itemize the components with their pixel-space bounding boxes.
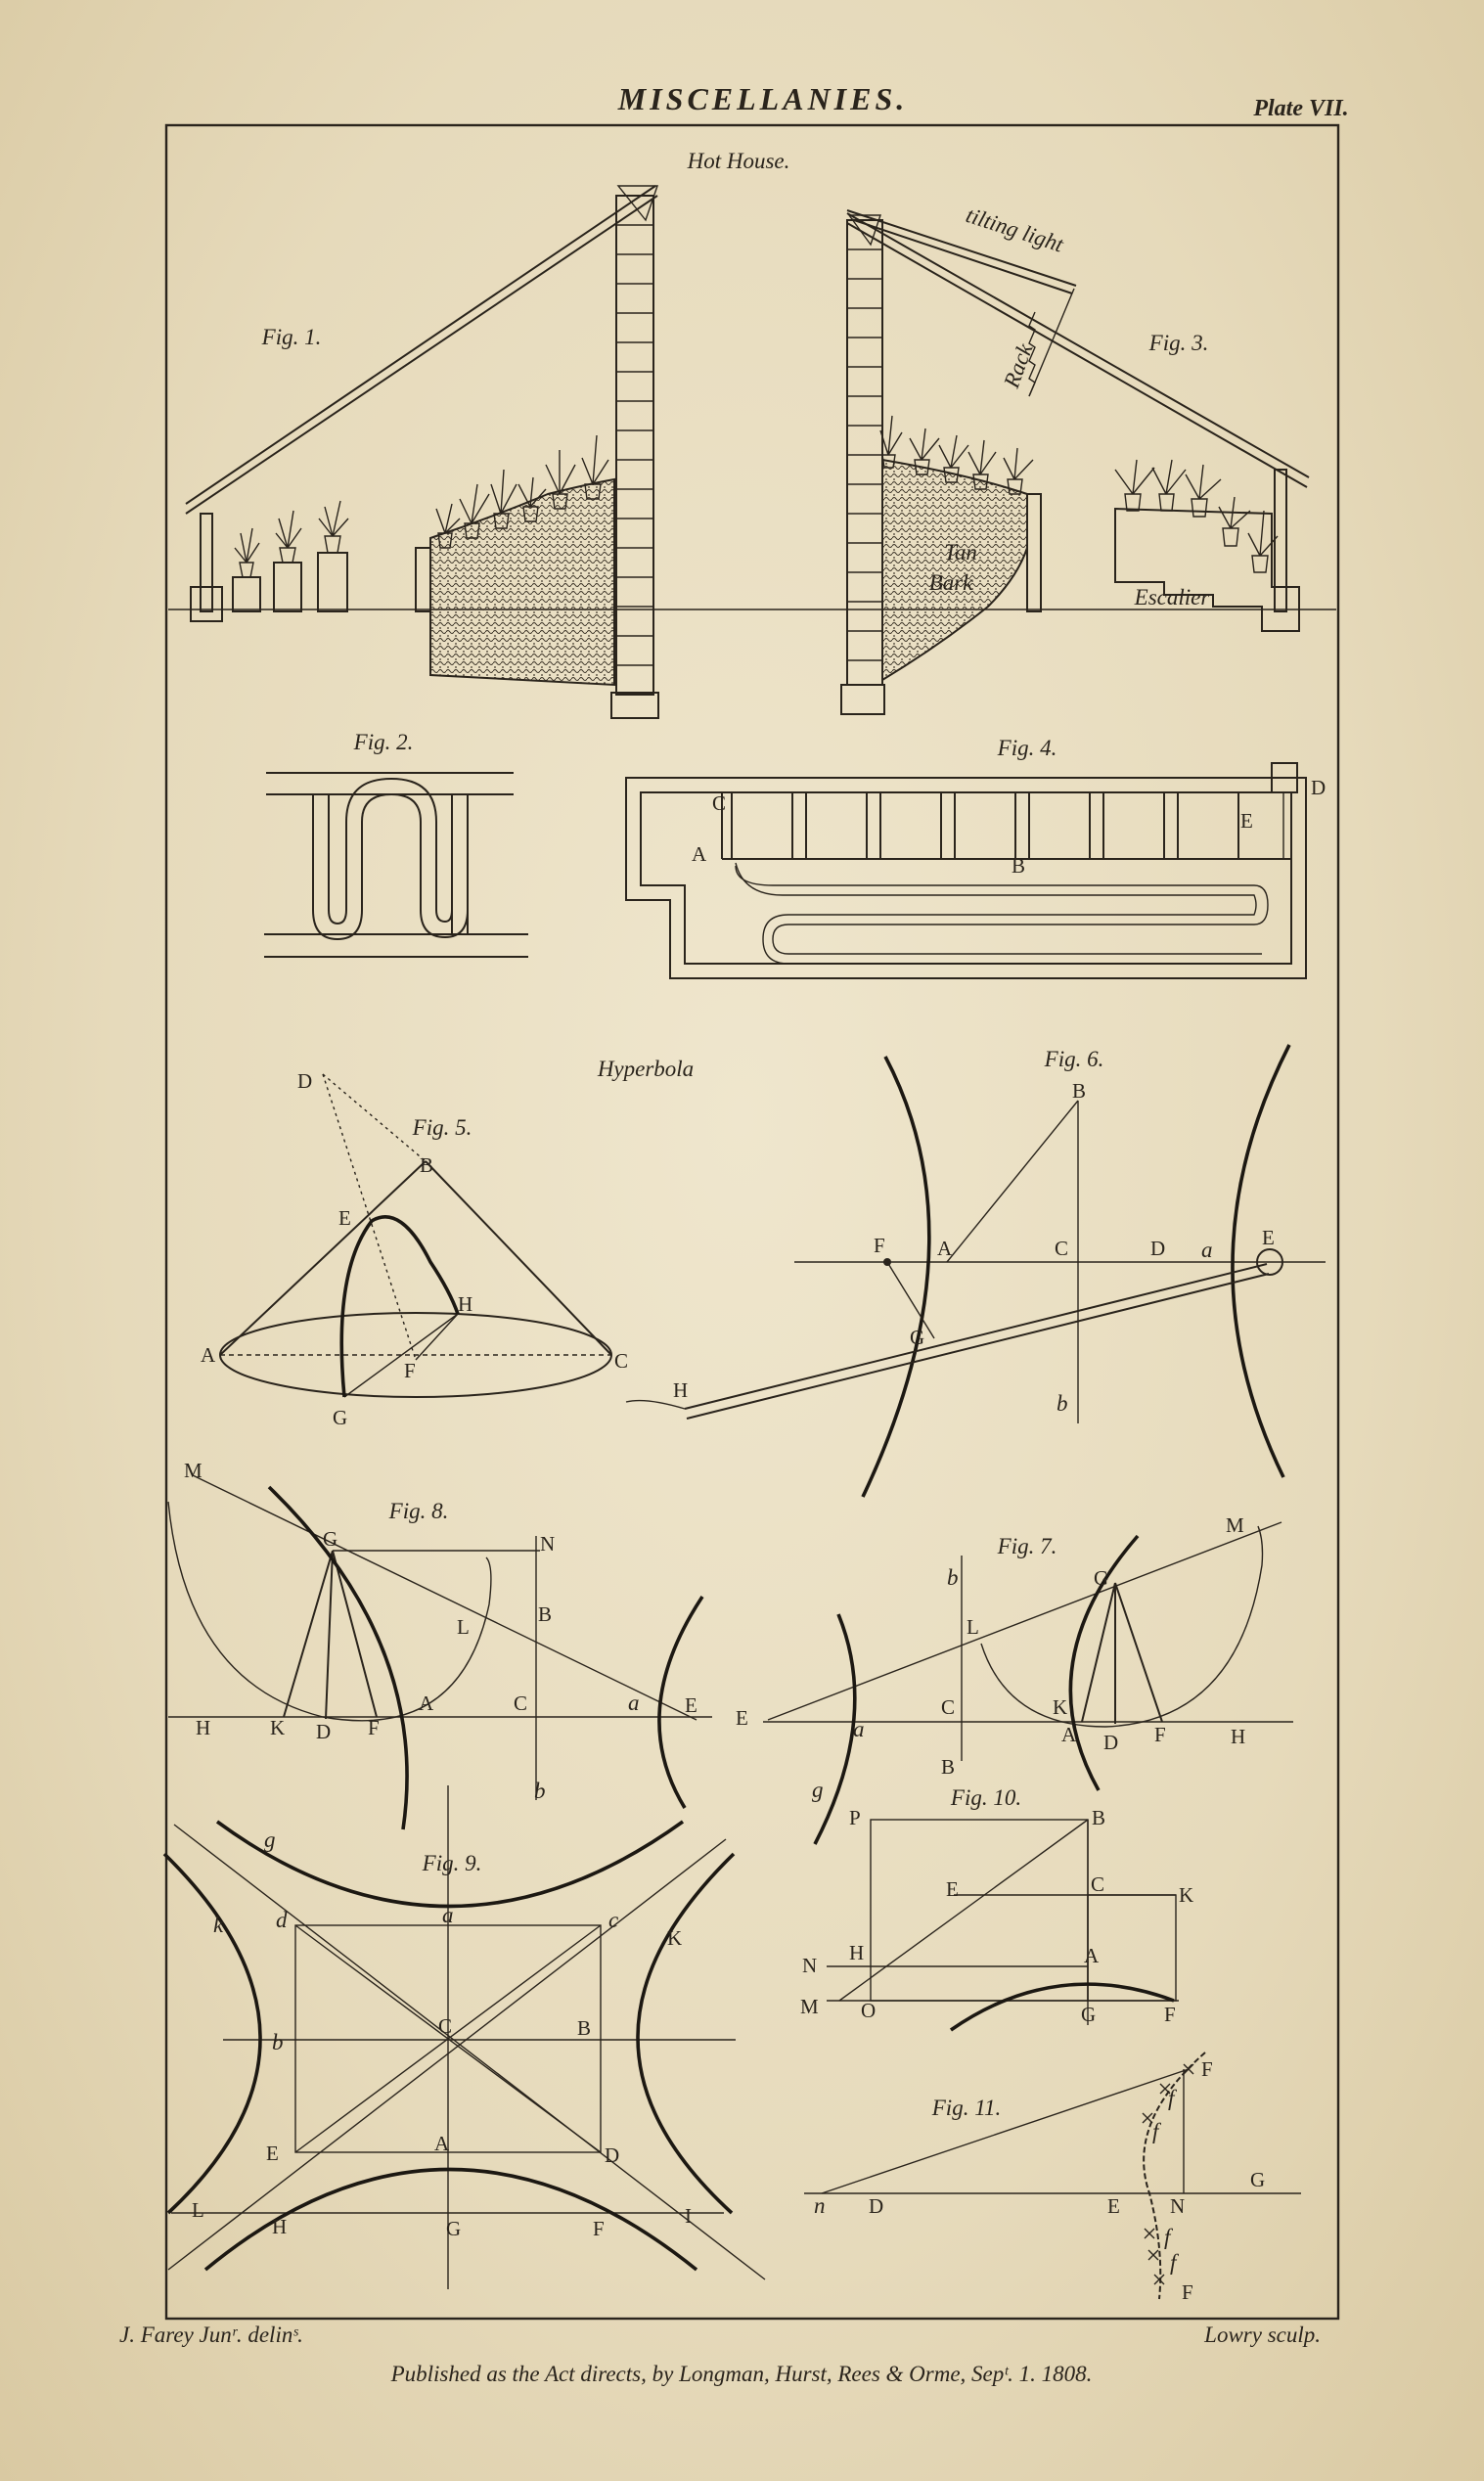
footer-engraver: Lowry sculp. [1204,2323,1321,2347]
fig8-hyperbola-construction [168,1459,712,1829]
fig6-label-A: A [937,1237,953,1260]
fig4-label-E: E [1240,809,1253,833]
fig6-label-C: C [1055,1237,1069,1260]
fig11-label-D: D [869,2194,884,2218]
fig6-label-H: H [673,1378,689,1402]
fig9-label-a: a [442,1903,454,1927]
fig7-label-C: C [941,1695,956,1719]
fig7-label-E: E [736,1706,748,1730]
fig8-label-F: F [368,1716,380,1739]
fig5-label-B: B [420,1153,434,1177]
fig11-label-f3: f [1164,2225,1171,2249]
hyperbola-title: Hyperbola [597,1057,695,1081]
fig7-label-G: G [1094,1566,1109,1590]
fig11-label-f4: f [1170,2250,1177,2275]
fig8-label-K: K [270,1716,286,1739]
rack-label: Rack [999,339,1038,391]
fig10-label-O: O [861,1999,877,2022]
fig9-label-A: A [434,2132,450,2155]
fig8-label-N: N [540,1532,556,1556]
fig4-label-A: A [692,842,707,866]
fig4-label: Fig. 4. [997,736,1057,760]
fig7-label: Fig. 7. [997,1534,1057,1558]
footer-publisher: Published as the Act directs, by Longman, Hurst, Rees & Orme, Sepᵗ. 1. 1808. [390,2362,1093,2386]
fig10-label-E: E [946,1877,959,1901]
fig7-label-A: A [1061,1723,1077,1746]
fig9-label-L: L [192,2198,204,2222]
fig7-label-b: b [947,1565,959,1590]
tilting-light-label: tilting light [963,202,1067,257]
fig5-label-H: H [458,1292,473,1316]
fig11-label-N: N [1170,2194,1186,2218]
fig5-label-F: F [404,1359,416,1382]
fig11-label-F-bottom: F [1182,2280,1193,2304]
fig11-label-f1: f [1168,2086,1175,2110]
fig4-label-D: D [1311,776,1327,799]
fig2-flue-plan [264,730,528,957]
plate-title: MISCELLANIES. [617,81,909,116]
escalier-label: Escalier [1134,585,1210,609]
fig7-label-F: F [1154,1723,1166,1746]
fig7-label-H: H [1231,1725,1246,1748]
fig10-label-M: M [800,1995,819,2018]
fig9-label-d: d [276,1908,288,1932]
fig9-label-k: k [213,1913,224,1937]
plate-number: Plate VII. [1253,96,1349,121]
fig10-label-H: H [849,1941,865,1964]
fig10-label-K: K [1179,1883,1194,1907]
fig8-label-b: b [534,1779,546,1803]
fig10-label-F: F [1164,2003,1176,2026]
fig11-curve-construction [804,2052,1301,2304]
fig11-label: Fig. 11. [931,2096,1002,2120]
fig9-conjugate-hyperbolas [164,1785,765,2289]
fig5-label-A: A [201,1343,216,1367]
fig10-label-A: A [1084,1944,1100,1967]
fig9-label-F: F [593,2217,605,2240]
fig10-label: Fig. 10. [950,1785,1022,1810]
fig8-label-a: a [628,1691,640,1715]
fig8-label-C: C [514,1692,528,1715]
fig9-label-H: H [272,2215,288,2238]
fig9-label-E: E [266,2142,279,2165]
fig3-label: Fig. 3. [1148,331,1209,355]
fig6-label-G: G [910,1326,925,1349]
fig11-label-G: G [1250,2168,1266,2191]
fig7-label-M: M [1226,1513,1244,1537]
fig8-label-A: A [419,1692,434,1715]
fig5-cone-section [201,1069,628,1429]
fig6-label: Fig. 6. [1044,1047,1104,1071]
fig9-label-b: b [272,2030,284,2054]
tan-label: Tan [944,540,977,564]
fig7-label-D: D [1103,1731,1119,1754]
footer-draughtsman: J. Farey Junʳ. delinˢ. [119,2323,303,2347]
fig9-label-C: C [438,2014,453,2038]
fig10-label-N: N [802,1954,818,1977]
fig3-hothouse [841,203,1309,714]
fig7-label-a: a [853,1717,865,1741]
fig9-label-I: I [685,2204,692,2228]
fig8-label-E: E [685,1693,697,1717]
fig10-label-B: B [1092,1806,1106,1829]
fig9-label-K: K [667,1926,683,1950]
fig11-label-E: E [1107,2194,1120,2218]
bark-label: Bark [928,570,973,595]
fig5-label-C: C [614,1349,629,1373]
fig4-plan [626,736,1326,978]
fig4-label-B: B [1012,854,1026,878]
fig6-label-B: B [1072,1079,1087,1103]
fig8-label-M: M [184,1459,202,1482]
fig5-label-E: E [338,1206,351,1230]
fig6-hyperbola-construction [626,1045,1326,1497]
hot-house-title: Hot House. [687,149,790,173]
fig6-label-b: b [1057,1391,1068,1416]
fig6-label-D: D [1150,1237,1166,1260]
fig5-label: Fig. 5. [412,1115,472,1140]
fig10-label-G: G [1081,2003,1097,2026]
fig8-label-G: G [323,1527,338,1551]
fig1-hothouse [186,186,658,718]
fig9-label: Fig. 9. [422,1851,482,1875]
fig10-label-C: C [1091,1872,1105,1896]
fig9-label-c: c [608,1908,619,1932]
fig6-label-a: a [1201,1238,1213,1262]
fig6-label-F: F [874,1234,885,1257]
fig8-label-H: H [196,1716,211,1739]
fig8-label-B: B [538,1602,553,1626]
fig9-label-D: D [605,2143,620,2167]
fig8-label-D: D [316,1720,332,1743]
fig6-label-E: E [1262,1226,1275,1249]
fig2-label: Fig. 2. [353,730,414,754]
fig11-label-F-top: F [1201,2057,1213,2081]
fig11-label-n: n [814,2193,826,2218]
fig5-label-D: D [297,1069,313,1093]
fig5-label-G: G [333,1406,348,1429]
fig9-label-B: B [577,2016,592,2040]
fig7-label-K: K [1053,1695,1068,1719]
fig4-label-C: C [712,791,727,815]
fig7-label-g: g [812,1778,824,1802]
fig7-label-B: B [941,1755,956,1779]
fig10-label-P: P [849,1806,861,1829]
fig7-label-L: L [967,1615,979,1639]
fig8-label: Fig. 8. [388,1499,449,1523]
fig11-label-f2: f [1152,2119,1159,2143]
fig9-label-G: G [446,2217,462,2240]
fig9-label-g: g [264,1827,276,1852]
fig8-label-L: L [457,1615,470,1639]
fig1-label: Fig. 1. [261,325,322,349]
fig10-parabola-construction [800,1785,1193,2030]
